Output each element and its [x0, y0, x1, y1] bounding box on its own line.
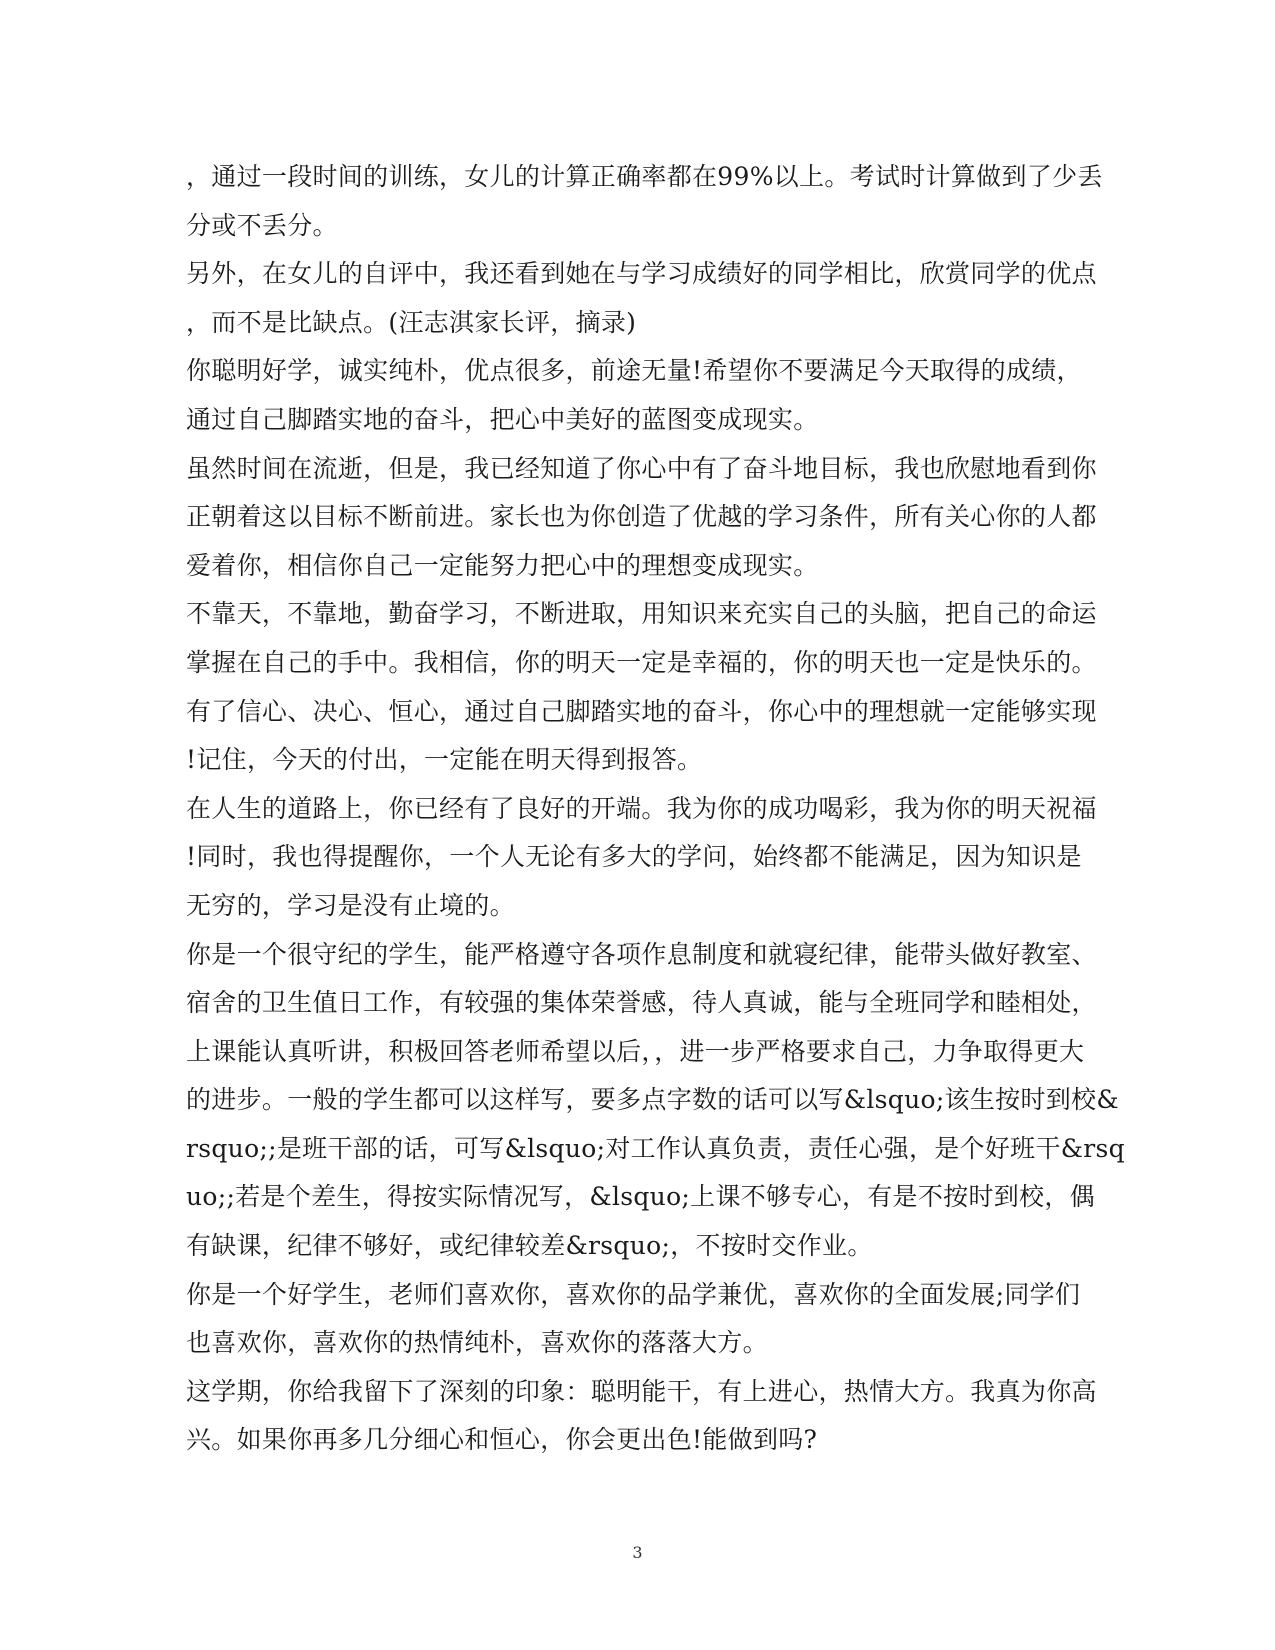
text-line: 爱着你，相信你自己一定能努力把心中的理想变成现实。 [186, 550, 819, 580]
text-line: 通过自己脚踏实地的奋斗，把心中美好的蓝图变成现实。 [186, 404, 819, 434]
text-line: 有缺课，纪律不够好，或纪律较差&rsquo;，不按时交作业。 [186, 1231, 873, 1261]
text-line: 兴。如果你再多几分细心和恒心，你会更出色!能做到吗? [186, 1425, 818, 1455]
text-line: 你聪明好学，诚实纯朴，优点很多，前途无量!希望你不要满足今天取得的成绩， [186, 356, 1082, 386]
text-line: 正朝着这以目标不断前进。家长也为你创造了优越的学习条件，所有关心你的人都 [186, 502, 1097, 532]
text-line: 宿舍的卫生值日工作，有较强的集体荣誉感，待人真诚，能与全班同学和睦相处， [186, 988, 1097, 1018]
text-line: 这学期，你给我留下了深刻的印象：聪明能干，有上进心，热情大方。我真为你高 [186, 1376, 1097, 1406]
text-line: 的进步。一般的学生都可以这样写，要多点字数的话可以写&lsquo;该生按时到校& [186, 1085, 1119, 1115]
text-line: uo;;若是个差生，得按实际情况写，&lsquo;上课不够专心，有是不按时到校，偶 [186, 1182, 1095, 1212]
text-line: 有了信心、决心、恒心，通过自己脚踏实地的奋斗，你心中的理想就一定能够实现 [186, 696, 1097, 726]
text-line: 掌握在自己的手中。我相信，你的明天一定是幸福的，你的明天也一定是快乐的。 [186, 647, 1097, 677]
text-line: 上课能认真听讲，积极回答老师希望以后，，进一步严格要求自己，力争取得更大 [186, 1036, 1085, 1066]
text-line: rsquo;;是班干部的话，可写&lsquo;对工作认真负责，责任心强，是个好班干&rsq [186, 1133, 1125, 1163]
text-line: 不靠天，不靠地，勤奋学习，不断进取，用知识来充实自己的头脑，把自己的命运 [186, 599, 1097, 629]
text-line: 你是一个很守纪的学生，能严格遵守各项作息制度和就寝纪律，能带头做好教室、 [186, 939, 1097, 969]
text-line: !记住，今天的付出，一定能在明天得到报答。 [186, 745, 703, 775]
text-line: 在人生的道路上，你已经有了良好的开端。我为你的成功喝彩，我为你的明天祝福 [186, 793, 1097, 823]
text-line: 无穷的，学习是没有止境的。 [186, 890, 515, 920]
page-number: 3 [632, 1543, 643, 1562]
text-line: ，通过一段时间的训练，女儿的计算正确率都在99%以上。考试时计算做到了少丢 [186, 162, 1103, 191]
document-body [186, 153, 1125, 1465]
text-line: 另外，在女儿的自评中，我还看到她在与学习成绩好的同学相比，欣赏同学的优点 [186, 259, 1097, 289]
text-line: !同时，我也得提醒你，一个人无论有多大的学问，始终都不能满足，因为知识是 [186, 842, 1082, 872]
text-line: 你是一个好学生，老师们喜欢你，喜欢你的品学兼优，喜欢你的全面发展;同学们 [186, 1279, 1081, 1309]
text-line: ，而不是比缺点。(汪志淇家长评，摘录) [186, 307, 637, 337]
text-line: 虽然时间在流逝，但是，我已经知道了你心中有了奋斗地目标，我也欣慰地看到你 [186, 453, 1097, 483]
text-line: 也喜欢你，喜欢你的热情纯朴，喜欢你的落落大方。 [186, 1328, 768, 1358]
text-line: 分或不丢分。 [186, 210, 338, 240]
